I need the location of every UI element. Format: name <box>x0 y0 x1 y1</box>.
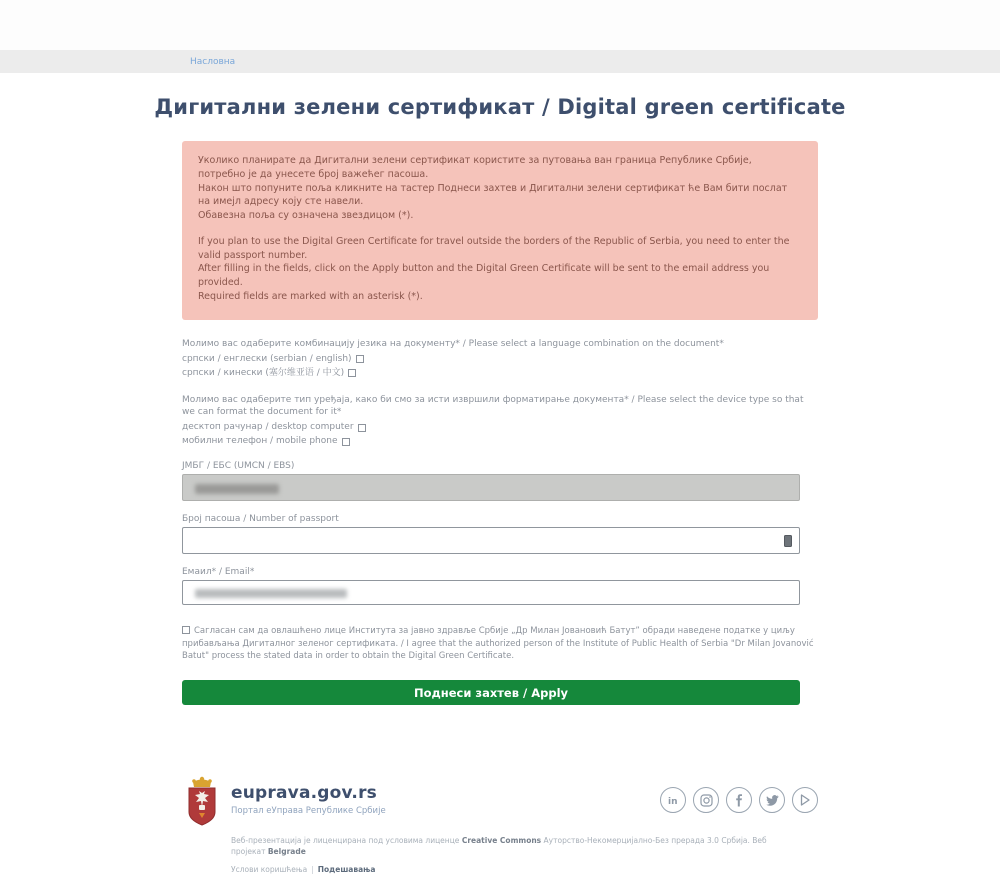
youtube-icon[interactable] <box>792 787 818 813</box>
alert-english-paragraph <box>198 235 802 304</box>
consent-row <box>182 625 818 662</box>
breadcrumb <box>0 50 1000 73</box>
device-option-label: десктоп рачунар / desktop computer <box>182 422 354 433</box>
alert-line: Required fields are marked with an asterisk (*). <box>198 290 423 302</box>
settings-link[interactable]: Подешавања <box>317 864 376 874</box>
social-links <box>660 787 818 813</box>
jmbg-input <box>182 474 800 501</box>
footer-brand[interactable] <box>182 775 386 827</box>
device-option-label: мобилни телефон / mobile phone <box>182 436 338 447</box>
alert-serbian-paragraph <box>198 154 802 223</box>
footer-links <box>231 865 818 874</box>
license-text: Веб-презентација је лиценцирана под условима лиценце <box>231 836 462 846</box>
license-text: Ауторство-Некомерцијално-Без прерада 3.0 Србија. Веб пројекат <box>231 836 767 857</box>
language-option-label: српски / енглески (serbian / english) <box>182 353 352 364</box>
email-input-shell[interactable] <box>182 580 800 605</box>
alert-line: Након што попуните поља кликните на тастер Поднеси захтев и Дигитални зелени сертификат ће Вам бити послат на имејл адресу коју сте навели. <box>198 182 788 208</box>
passport-field-label: Број пасоша / Number of passport <box>182 514 339 525</box>
device-option-desktop <box>182 421 818 434</box>
apply-button[interactable]: Поднеси захтев / Apply <box>182 680 800 705</box>
jmbg-redacted-value <box>195 484 279 494</box>
footer <box>182 775 818 874</box>
jmbg-field-block <box>182 461 818 501</box>
email-redacted-value <box>195 589 347 598</box>
alert-line: Уколико планирате да Дигитални зелени сертификат користите за путовања ван граница Републике Србије, потребно је да унесете број важећег пасоша. <box>198 155 752 180</box>
top-whitespace <box>0 0 1000 50</box>
passport-field-block <box>182 514 818 554</box>
language-option-serbian-chinese <box>182 367 818 380</box>
language-option-label: српски / кинески (塞尔维亚语 / 中文) <box>182 367 345 378</box>
terms-of-use-link[interactable]: Услови коришћења <box>231 864 308 874</box>
certificate-form <box>182 338 818 706</box>
email-field-block <box>182 567 818 605</box>
serbia-coat-of-arms-logo <box>182 775 222 827</box>
jmbg-field-label: ЈМБГ / ЕБС (UMCN / EBS) <box>182 461 295 472</box>
linkedin-icon[interactable] <box>660 787 686 813</box>
instagram-icon[interactable] <box>693 787 719 813</box>
creative-commons-link[interactable]: Creative Commons <box>461 836 542 846</box>
device-desktop-checkbox[interactable] <box>358 424 366 432</box>
web-project-link[interactable]: Belgrade <box>267 847 306 857</box>
language-option-serbian-english <box>182 353 818 366</box>
facebook-icon[interactable] <box>726 787 752 813</box>
device-group-label: Молимо вас одаберите тип уређаја, како би смо за исти извршили форматирање документа* / Please select the device type so that we can format the document for it* <box>182 394 804 418</box>
svg-text:in: in <box>668 797 678 807</box>
device-option-mobile <box>182 435 818 448</box>
device-mobile-checkbox[interactable] <box>342 438 350 446</box>
language-group-label: Молимо вас одаберите комбинацију језика на документу* / Please select a language combination on the document* <box>182 338 724 349</box>
alert-line: After filling in the fields, click on the Apply button and the Digital Green Certificate will be sent to the email address you provided. <box>198 263 770 289</box>
info-alert <box>182 141 818 320</box>
footer-site-tagline: Портал еУправа Републике Србије <box>231 806 386 817</box>
language-serbian-chinese-checkbox[interactable] <box>348 369 356 377</box>
consent-checkbox[interactable] <box>182 626 190 634</box>
breadcrumb-home-link[interactable]: Насловна <box>190 56 236 67</box>
alert-line: If you plan to use the Digital Green Certificate for travel outside the borders of the Republic of Serbia, you need to enter the valid passport number. <box>198 235 790 261</box>
passport-input-shell <box>182 527 800 554</box>
language-serbian-english-checkbox[interactable] <box>356 355 364 363</box>
alert-line: Обавезна поља су означена звездицом (*). <box>198 210 414 222</box>
footer-site-name[interactable]: euprava.gov.rs <box>231 783 377 804</box>
consent-label: Сагласан сам да овлашћено лице Института за јавно здравље Србије „Др Милан Јовановић Батут” обради наведене податке у циљу прибављања Дигиталног зеленог сертификата. / I agree that the authorized person of the Institute of Public Health of Serbia "Dr Milan Jovanović Batut" process the stated data in order to obtain the Digital Green Certificate. <box>182 626 814 661</box>
twitter-icon[interactable] <box>759 787 785 813</box>
link-separator: | <box>311 864 314 874</box>
passport-card-icon <box>784 535 792 547</box>
email-field-label: Емаил* / Email* <box>182 567 255 578</box>
page-title: Дигитални зелени сертификат / Digital green certificate <box>154 95 846 119</box>
passport-input[interactable] <box>183 528 799 553</box>
footer-license-text <box>231 835 791 858</box>
